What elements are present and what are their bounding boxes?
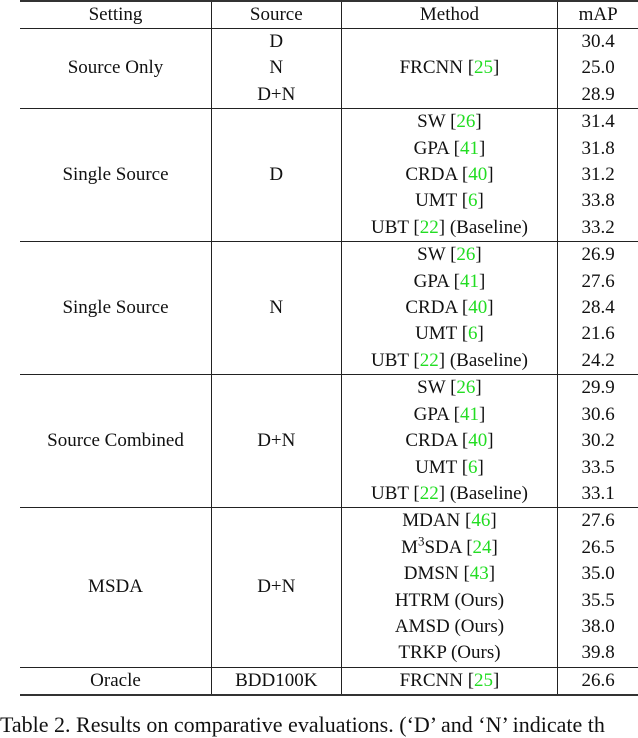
- map-cell: 30.2: [581, 430, 615, 452]
- header-map: mAP: [558, 1, 638, 29]
- citation-link[interactable]: 26: [456, 377, 476, 399]
- method-name: FRCNN: [399, 669, 463, 691]
- map-cell: 27.6: [581, 270, 615, 292]
- citation-link[interactable]: 46: [471, 510, 491, 532]
- method-cell: SW [26]: [341, 242, 558, 269]
- source-cell: N: [212, 242, 342, 375]
- method-name: SW: [417, 111, 446, 133]
- source-cell: N: [212, 55, 342, 81]
- map-cell-best: 39.8: [558, 640, 638, 667]
- method-name: GPA: [413, 137, 449, 159]
- citation-link[interactable]: 41: [459, 137, 479, 159]
- map-cell: 27.6: [581, 510, 615, 532]
- source-cell: BDD100K: [212, 667, 342, 695]
- map-cell: 35.0: [581, 563, 615, 585]
- method-cell: UMT [6]: [341, 321, 558, 347]
- method-name: GPA: [413, 403, 449, 425]
- table-row: [20, 508, 638, 535]
- method-cell: $M^3SDA$ [24]: [341, 535, 558, 561]
- method-name: FRCNN: [399, 57, 463, 79]
- citation-link[interactable]: 6: [468, 323, 478, 345]
- map-cell: 33.8: [581, 190, 615, 212]
- citation-link[interactable]: 41: [459, 403, 479, 425]
- method-name: UBT: [371, 349, 409, 371]
- setting-cell: Source Only: [20, 29, 212, 109]
- header-row: [20, 1, 638, 29]
- map-cell: 38.0: [581, 615, 615, 637]
- setting-cell: Oracle: [20, 667, 212, 695]
- method-cell: MDAN [46]: [341, 508, 558, 535]
- method-suffix: (Baseline): [445, 349, 528, 371]
- method-cell: UBT [22] (Baseline): [341, 215, 558, 242]
- source-cell: D: [212, 109, 342, 242]
- setting-cell: Single Source: [20, 109, 212, 242]
- map-cell: 33.2: [558, 215, 638, 242]
- citation-link[interactable]: 41: [459, 270, 479, 292]
- method-cell-ours: AMSD (Ours): [341, 614, 558, 640]
- table-row: [20, 109, 638, 136]
- citation-link[interactable]: 26: [456, 111, 476, 133]
- citation-link[interactable]: 43: [469, 563, 489, 585]
- method-name: SDA: [424, 536, 462, 558]
- method-name: UMT: [415, 456, 457, 478]
- map-cell: 33.5: [581, 456, 615, 478]
- map-cell: 31.2: [581, 164, 615, 186]
- source-cell: D+N: [212, 508, 342, 667]
- map-cell: 31.4: [581, 111, 615, 133]
- header-setting: Setting: [20, 1, 212, 29]
- map-cell: 33.1: [558, 481, 638, 508]
- citation-link[interactable]: 40: [468, 297, 488, 319]
- method-name: CRDA: [405, 164, 458, 186]
- setting-cell: Source Combined: [20, 375, 212, 508]
- method-name: MDAN: [402, 510, 461, 532]
- method-cell: CRDA [40]: [341, 295, 558, 321]
- citation-link[interactable]: 26: [456, 244, 476, 266]
- citation-link[interactable]: 40: [468, 430, 488, 452]
- method-name: CRDA: [405, 297, 458, 319]
- method-name: CRDA: [405, 430, 458, 452]
- method-cell: SW [26]: [341, 109, 558, 136]
- citation-link[interactable]: 6: [468, 190, 478, 212]
- method-name: DMSN: [403, 563, 459, 585]
- method-cell: UBT [22] (Baseline): [341, 348, 558, 375]
- method-name: UMT: [415, 190, 457, 212]
- header-source: Source: [212, 1, 342, 29]
- method-cell: UBT [22] (Baseline): [341, 481, 558, 508]
- table-row: [20, 29, 638, 56]
- table-row: [20, 667, 638, 695]
- method-cell: SW [26]: [341, 375, 558, 402]
- source-cell: D+N: [212, 82, 342, 109]
- table-caption: Table 2. Results on comparative evaluations. (‘D’ and ‘N’ indicate th: [0, 712, 605, 737]
- map-cell: 24.2: [558, 348, 638, 375]
- map-cell: 26.6: [558, 667, 638, 695]
- method-cell: UMT [6]: [341, 188, 558, 214]
- table-row: [20, 242, 638, 269]
- method-name: UBT: [371, 216, 409, 238]
- map-cell: 26.9: [581, 244, 615, 266]
- method-cell: CRDA [40]: [341, 162, 558, 188]
- citation-link[interactable]: 22: [419, 349, 439, 371]
- method-cell: FRCNN [25]: [341, 667, 558, 695]
- method-name: UMT: [415, 323, 457, 345]
- source-cell: D+N: [212, 375, 342, 508]
- method-name: M: [401, 536, 418, 558]
- method-cell: DMSN [43]: [341, 561, 558, 587]
- citation-link[interactable]: 22: [419, 482, 439, 504]
- method-name: UBT: [371, 482, 409, 504]
- superscript: 3: [417, 533, 425, 549]
- method-cell: FRCNN [25]: [341, 29, 558, 109]
- header-method: Method: [341, 1, 558, 29]
- map-cell: 35.5: [581, 589, 615, 611]
- method-cell: GPA [41]: [341, 136, 558, 162]
- method-suffix: (Baseline): [445, 482, 528, 504]
- map-cell: 28.4: [581, 297, 615, 319]
- map-cell: 31.8: [581, 137, 615, 159]
- map-cell: 29.9: [581, 377, 615, 399]
- method-cell: GPA [41]: [341, 402, 558, 428]
- method-suffix: (Baseline): [445, 216, 528, 238]
- method-cell-ours: HTRM (Ours): [341, 588, 558, 614]
- setting-cell: Single Source: [20, 242, 212, 375]
- method-name: SW: [417, 377, 446, 399]
- citation-link[interactable]: 24: [472, 536, 492, 558]
- map-cell: 28.9: [558, 82, 638, 109]
- map-cell: 25.0: [581, 57, 615, 79]
- method-cell: CRDA [40]: [341, 428, 558, 454]
- citation-link[interactable]: 22: [419, 216, 439, 238]
- map-cell: 30.6: [581, 403, 615, 425]
- source-cell: D: [212, 29, 342, 56]
- table-row: [20, 375, 638, 402]
- citation-link[interactable]: 6: [468, 456, 478, 478]
- method-cell-ours: TRKP (Ours): [341, 640, 558, 667]
- citation-link[interactable]: 40: [468, 164, 488, 186]
- method-cell: UMT [6]: [341, 455, 558, 481]
- results-table: [20, 0, 638, 696]
- citation-link[interactable]: 25: [474, 57, 494, 79]
- method-cell: GPA [41]: [341, 269, 558, 295]
- method-name: SW: [417, 244, 446, 266]
- method-name: GPA: [413, 270, 449, 292]
- map-cell: 30.4: [581, 31, 615, 52]
- citation-link[interactable]: 25: [474, 669, 494, 691]
- setting-cell: MSDA: [20, 508, 212, 667]
- map-cell: 26.5: [581, 536, 615, 558]
- map-cell: 21.6: [581, 323, 615, 345]
